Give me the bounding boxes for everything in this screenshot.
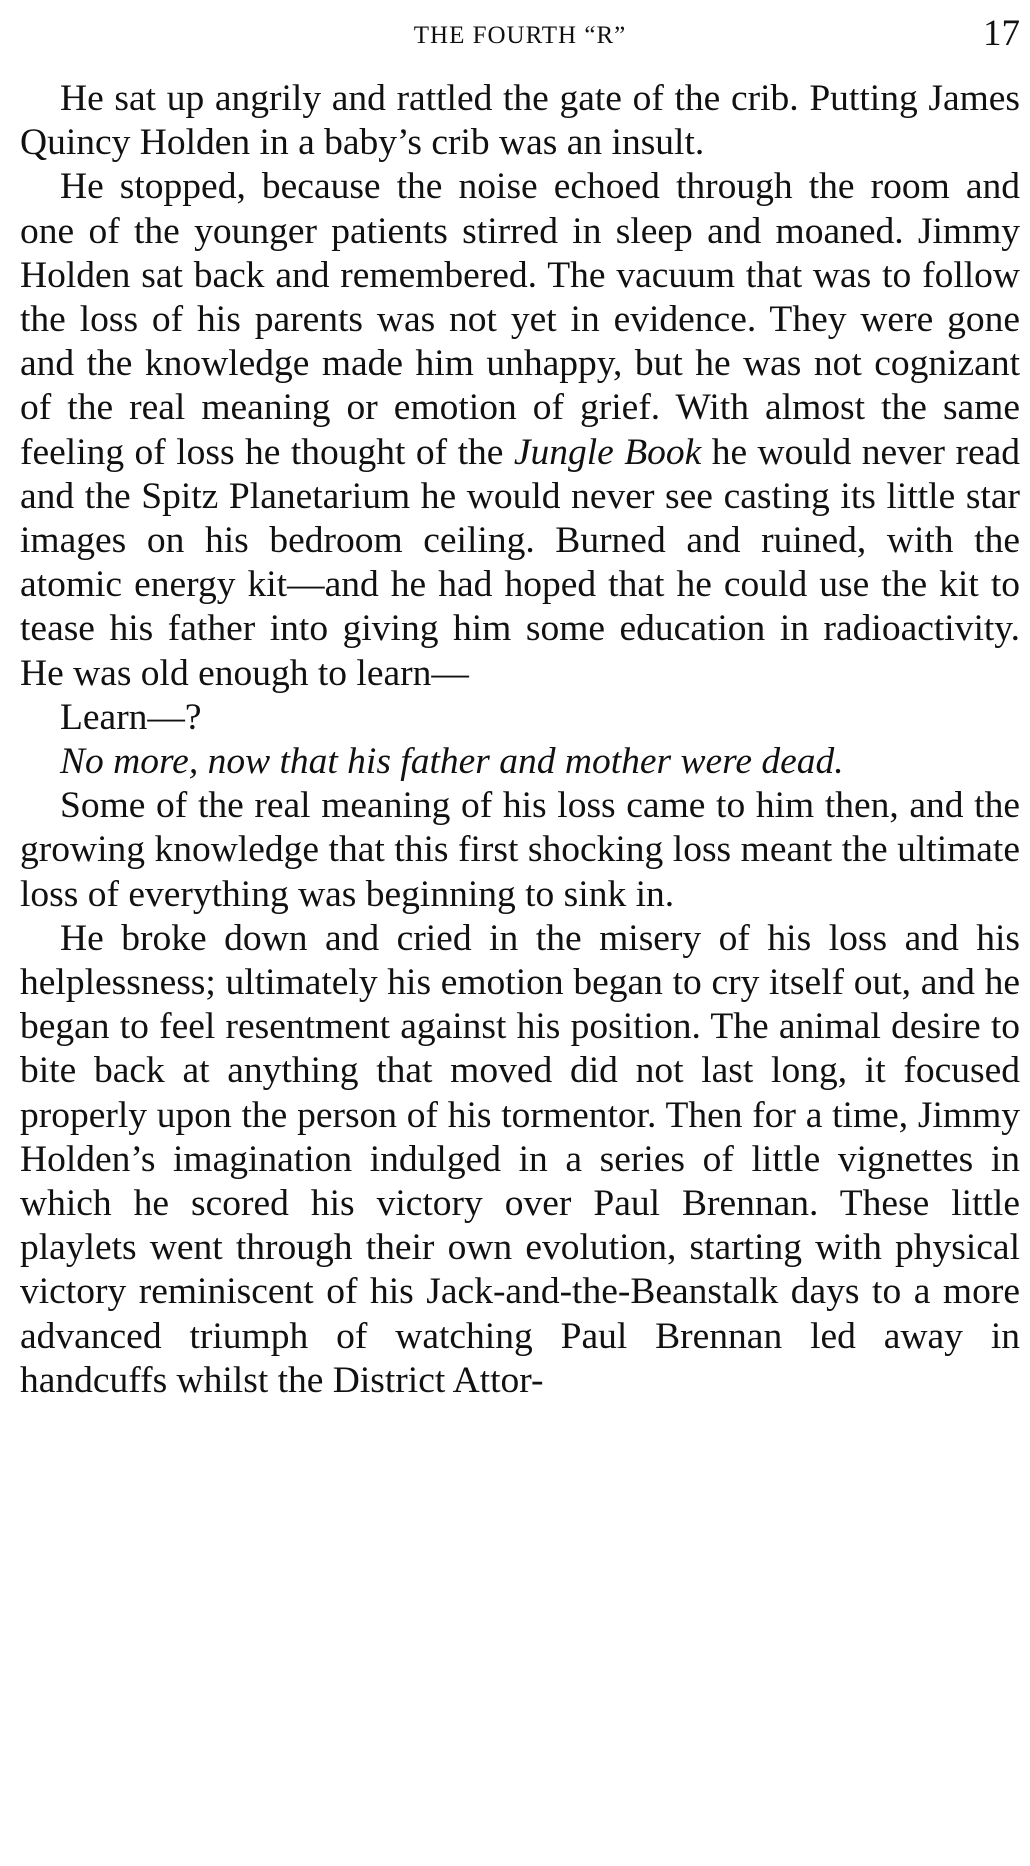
paragraph-2: [20, 165, 1020, 695]
page-number: 17: [983, 13, 1020, 54]
paragraph-2-text-before: He stopped, because the noise echoed through the room and one of the younger patients stirred in sleep and moaned. Jimmy Holden sat back and remembered. The vacuum that was to follow the loss of his parents was not yet in evidence. They were gone and the knowledge made him unhappy, but he was not cognizant of the real meaning or emotion of grief. With almost the same feeling of loss he thought of the: [20, 166, 1020, 473]
paragraph-1: He sat up angrily and rattled the gate of the crib. Putting James Quincy Holden in a baby’s crib was an insult.: [20, 78, 1020, 164]
paragraph-5: Some of the real meaning of his loss came to him then, and the growing knowledge that this first shocking loss meant the ultimate loss of everything was beginning to sink in.: [20, 785, 1020, 915]
running-title: THE FOURTH “R”: [413, 22, 627, 49]
paragraph-3: Learn—?: [60, 696, 202, 738]
paragraph-2-text-after: he would never read and the Spitz Planetarium he would never see casting its little star images on his bedroom ceiling. Burned and ruined, with the atomic energy kit—and he had hoped that he could use the kit to tease his father into giving him some education in radioactivity. He was old enough to learn—: [20, 431, 1020, 694]
paragraph-6: He broke down and cried in the misery of his loss and his helplessness; ultimately his emotion began to cry itself out, and he began to feel resentment against his position. The animal desire to bite back at anything that moved did not last long, it focused properly upon the person of his tormentor. Then for a time, Jimmy Holden’s imagination indulged in a series of little vignettes in which he scored his victory over Paul Brennan. These little playlets went through their own evolution, starting with physical victory reminiscent of his Jack-and-the-Beanstalk days to a more advanced triumph of watching Paul Brennan led away in handcuffs whilst the District Attor-: [20, 917, 1020, 1401]
running-header: [20, 0, 1020, 60]
book-page: [20, 0, 1020, 1403]
book-title-italic: Jungle Book: [513, 431, 702, 473]
paragraph-4-italic: No more, now that his father and mother were dead.: [60, 741, 844, 783]
body-text: [20, 77, 1020, 1403]
